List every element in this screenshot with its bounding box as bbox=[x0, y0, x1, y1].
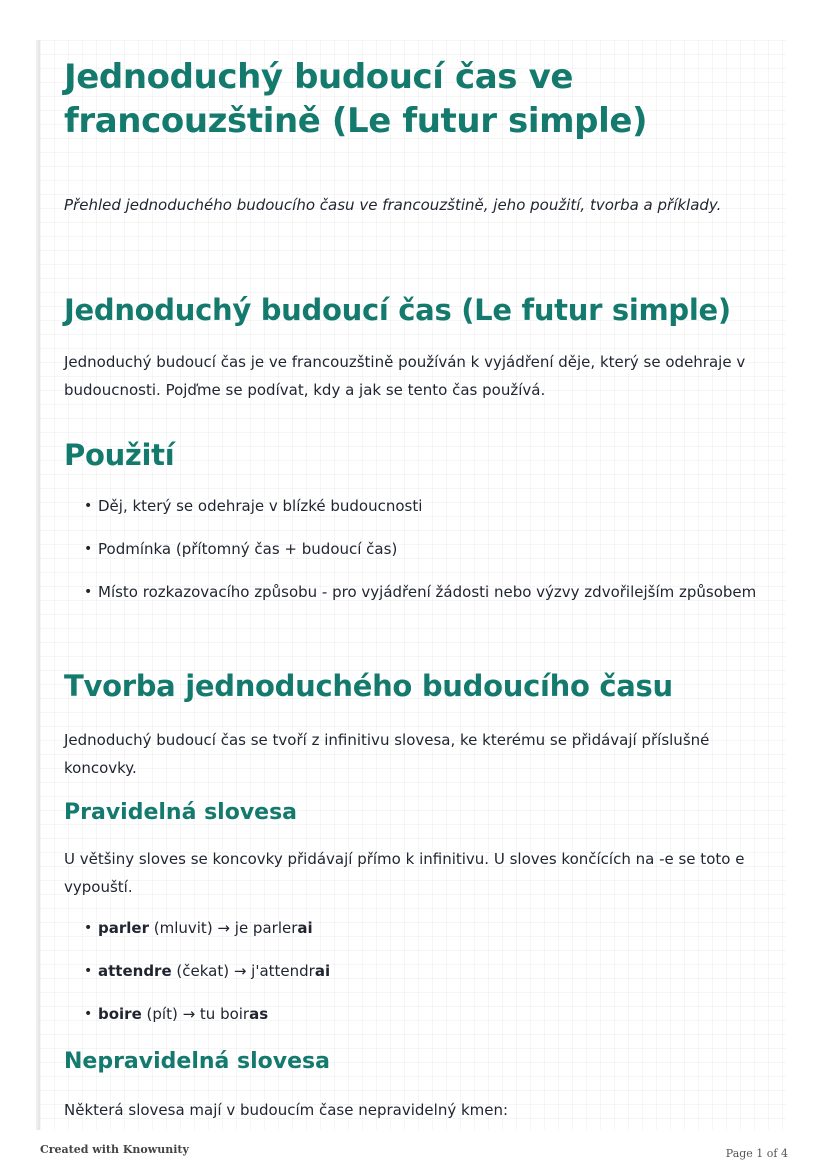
example-meaning: (čekat) → j'attendr bbox=[171, 962, 315, 980]
example-item bbox=[78, 1001, 768, 1028]
irregular-verbs-heading: Nepravidelná slovesa bbox=[64, 1049, 330, 1074]
regular-verbs-heading: Pravidelná slovesa bbox=[64, 800, 298, 825]
example-meaning: (pít) → tu boir bbox=[141, 1005, 250, 1023]
usage-heading: Použití bbox=[64, 438, 175, 472]
section-heading-futur-simple: Jednoduchý budoucí čas (Le futur simple) bbox=[64, 293, 731, 327]
regular-verbs-paragraph: U většiny sloves se koncovky přidávají přímo k infinitivu. U sloves končících na -e se toto e vypouští. bbox=[64, 850, 745, 896]
example-item bbox=[78, 958, 768, 985]
footer-created-with: Created with Knowunity bbox=[40, 1143, 189, 1156]
example-ending: as bbox=[249, 1005, 269, 1023]
example-verb: attendre bbox=[98, 962, 172, 980]
example-item bbox=[78, 915, 768, 942]
usage-list bbox=[78, 493, 768, 622]
section-paragraph: Jednoduchý budoucí čas je ve francouzštině používán k vyjádření děje, který se odehraje v budoucnosti. Pojďme se podívat, kdy a jak se tento čas používá. bbox=[64, 353, 746, 399]
formation-heading: Tvorba jednoduchého budoucího času bbox=[64, 669, 673, 703]
example-ending: ai bbox=[297, 919, 313, 937]
example-meaning: (mluvit) → je parler bbox=[148, 919, 298, 937]
example-verb: boire bbox=[98, 1005, 142, 1023]
footer-page-number: Page 1 of 4 bbox=[725, 1147, 788, 1160]
example-ending: ai bbox=[314, 962, 331, 980]
list-item: • Místo rozkazovacího způsobu - pro vyjádření žádosti nebo výzvy zdvořilejším způsobem bbox=[78, 579, 768, 606]
example-verb: parler bbox=[98, 919, 149, 937]
irregular-verbs-paragraph: Některá slovesa mají v budoucím čase nepravidelný kmen: bbox=[64, 1101, 509, 1119]
list-item: • Podmínka (přítomný čas + budoucí čas) bbox=[78, 536, 768, 563]
list-item: • Děj, který se odehraje v blízké budoucnosti bbox=[78, 493, 768, 520]
document-title: Jednoduchý budoucí čas ve francouzštině (Le futur simple) bbox=[64, 57, 648, 141]
intro-text: Přehled jednoduchého budoucího času ve francouzštině, jeho použití, tvorba a příklady. bbox=[64, 196, 722, 214]
regular-examples-list bbox=[78, 915, 768, 1044]
formation-paragraph: Jednoduchý budoucí čas se tvoří z infinitivu slovesa, ke kterému se přidávají příslušné koncovky. bbox=[64, 731, 710, 777]
